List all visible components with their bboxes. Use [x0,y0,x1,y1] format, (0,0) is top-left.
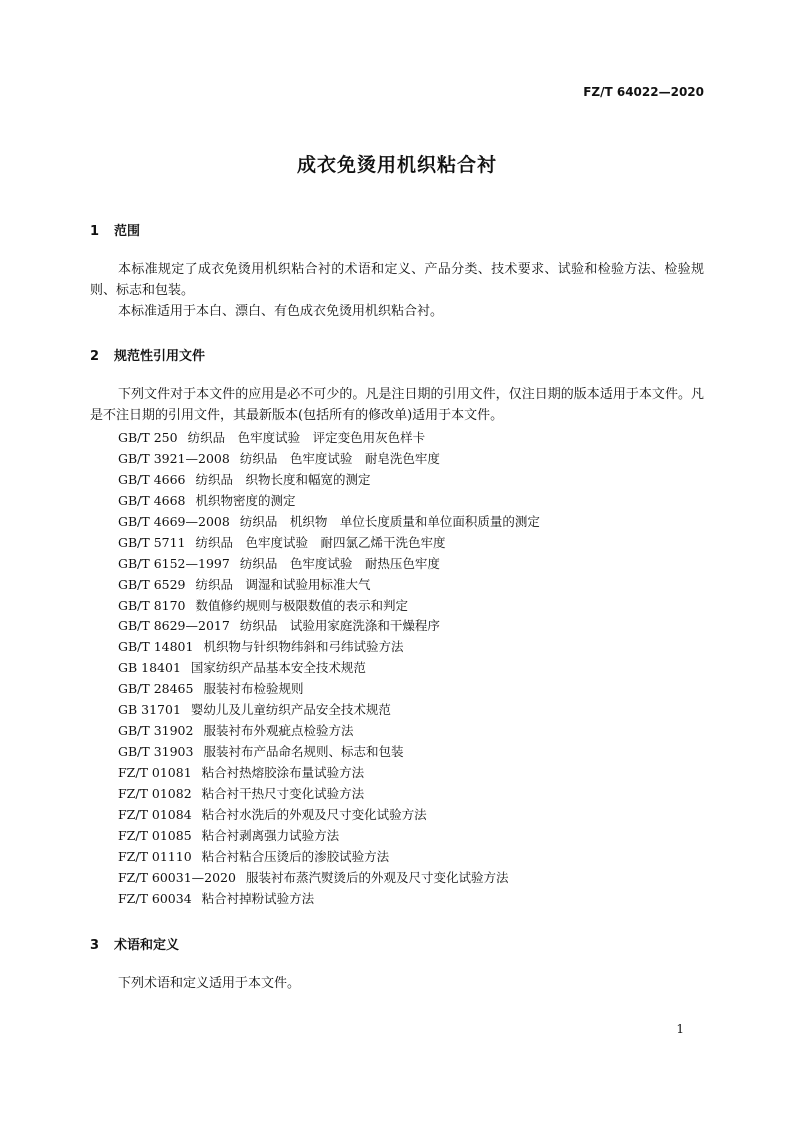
section-number: 1 [90,224,100,239]
paragraph-text: 下列文件对于本文件的应用是必不可少的。凡是注日期的引用文件，仅注日期的版本适用于本文件。凡是不注日期的引用文件，其最新版本(包括所有的修改单)适用于本文件。 [90,387,704,423]
reference-item [118,889,540,910]
section-number: 3 [90,938,100,953]
paragraph-text: 下列术语和定义适用于本文件。 [118,976,301,991]
reference-item [118,491,540,512]
reference-title: 国家纺织产品基本安全技术规范 [190,660,366,676]
reference-code: GB/T 3921—2008 [118,450,230,466]
section-2-intro [90,384,704,426]
section-title: 术语和定义 [114,938,180,953]
section-1-para-1 [90,259,704,301]
paragraph-text: 本标准适用于本白、漂白、有色成衣免烫用机织粘合衬。 [118,304,444,319]
reference-code: GB/T 5711 [118,534,186,550]
reference-code: GB/T 28465 [118,681,194,697]
reference-code: GB/T 31903 [118,744,194,760]
reference-code: GB 31701 [118,702,181,718]
reference-title: 纺织品 调湿和试验用标准大气 [195,576,371,592]
reference-title: 纺织品 色牢度试验 耐四氯乙烯干洗色牢度 [195,534,446,550]
reference-title: 粘合衬剥离强力试验方法 [201,827,340,843]
reference-item [118,868,540,889]
reference-code: FZ/T 01081 [118,765,192,780]
reference-title: 粘合衬热熔胶涂布量试验方法 [201,765,365,780]
reference-title: 服装衬布检验规则 [203,681,304,697]
reference-item [118,512,540,533]
section-3-heading [90,934,179,953]
reference-code: FZ/T 60031—2020 [118,869,236,885]
reference-item [118,847,540,868]
reference-title: 纺织品 色牢度试验 耐热压色牢度 [239,555,440,571]
reference-item [118,658,540,679]
section-2-heading [90,345,205,364]
reference-code: GB 18401 [118,660,181,676]
reference-item [118,784,540,805]
reference-code: GB/T 31902 [118,723,194,739]
reference-title: 纺织品 色牢度试验 评定变色用灰色样卡 [187,430,426,445]
document-title: 成衣免烫用机织粘合衬 [296,154,497,176]
reference-list [118,428,540,910]
reference-code: FZ/T 60034 [118,890,192,906]
reference-title: 婴幼儿及儿童纺织产品安全技术规范 [190,702,391,718]
reference-title: 纺织品 机织物 单位长度质量和单位面积质量的测定 [239,513,540,529]
reference-title: 纺织品 试验用家庭洗涤和干燥程序 [239,618,440,634]
section-1-heading [90,220,140,239]
reference-title: 机织物密度的测定 [195,492,296,508]
reference-item [118,805,540,826]
reference-item [118,616,540,637]
section-number: 2 [90,349,100,364]
reference-title: 纺织品 织物长度和幅宽的测定 [195,471,371,487]
section-title: 规范性引用文件 [114,349,206,364]
reference-title: 数值修约规则与极限数值的表示和判定 [195,597,409,613]
paragraph-text: 本标准规定了成衣免烫用机织粘合衬的术语和定义、产品分类、技术要求、试验和检验方法、检验规则、标志和包装。 [90,262,704,298]
reference-item [118,470,540,491]
reference-item [118,596,540,617]
page-number: 1 [676,1022,684,1036]
reference-item [118,575,540,596]
reference-code: GB/T 8170 [118,597,186,613]
reference-code: FZ/T 01110 [118,848,192,864]
reference-code: GB/T 250 [118,430,178,445]
reference-code: GB/T 6529 [118,576,186,592]
reference-code: GB/T 4668 [118,492,186,508]
reference-title: 服装衬布蒸汽熨烫后的外观及尺寸变化试验方法 [245,869,509,885]
reference-title: 机织物与针织物纬斜和弓纬试验方法 [203,639,404,655]
reference-code: GB/T 6152—1997 [118,555,230,571]
reference-title: 服装衬布外观疵点检验方法 [203,723,354,739]
reference-code: FZ/T 01082 [118,785,192,801]
reference-title: 粘合衬水洗后的外观及尺寸变化试验方法 [201,806,427,822]
reference-code: FZ/T 01085 [118,827,192,843]
reference-item [118,533,540,554]
reference-item [118,679,540,700]
reference-title: 粘合衬粘合压烫后的渗胶试验方法 [201,848,390,864]
section-title: 范围 [114,224,141,239]
reference-title: 粘合衬掉粉试验方法 [201,890,315,906]
section-3-intro [90,973,704,994]
section-1-para-2 [90,301,704,322]
reference-code: GB/T 14801 [118,639,194,655]
reference-code: GB/T 8629—2017 [118,618,230,634]
reference-item [118,554,540,575]
reference-code: GB/T 4666 [118,471,186,487]
reference-title: 纺织品 色牢度试验 耐皂洗色牢度 [239,450,440,466]
reference-item [118,721,540,742]
reference-item [118,449,540,470]
reference-title: 服装衬布产品命名规则、标志和包装 [203,744,404,760]
reference-item [118,826,540,847]
reference-item [118,700,540,721]
reference-code: FZ/T 01084 [118,806,192,822]
reference-item [118,742,540,763]
reference-item [118,637,540,658]
reference-title: 粘合衬干热尺寸变化试验方法 [201,785,365,801]
standard-code: FZ/T 64022—2020 [583,85,704,99]
reference-item [118,763,540,784]
reference-code: GB/T 4669—2008 [118,513,230,529]
reference-item [118,428,540,449]
